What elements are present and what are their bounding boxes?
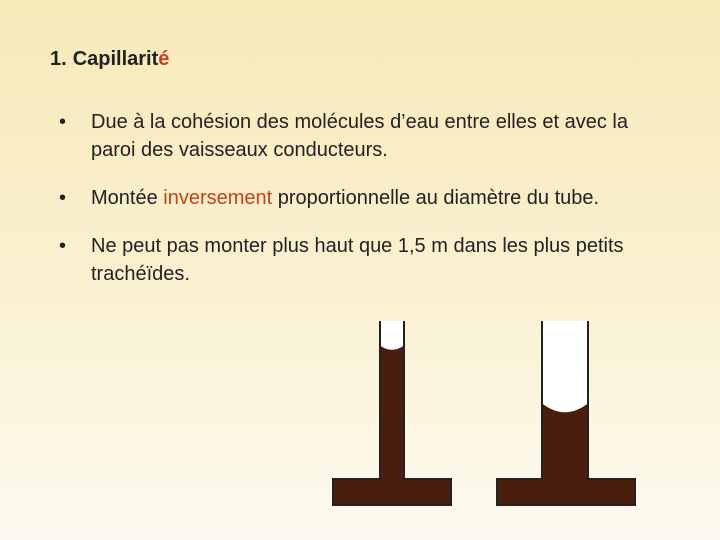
bullet-item-diameter (56, 184, 656, 212)
bullet-highlight: inversement (163, 187, 273, 209)
bullet-dot: • (59, 187, 67, 209)
narrow-tube-reservoir (333, 479, 451, 505)
bullet-text: Ne peut pas monter plus haut que 1,5 m dans les plus petits trachéïdes. (91, 235, 624, 285)
bullet-text: Due à la cohésion des molécules d’eau entre elles et avec la paroi des vaisseaux conducteurs. (91, 111, 628, 161)
wide-tube (497, 321, 635, 505)
bullet-dot: • (59, 111, 67, 133)
bullet-text-after: proportionnelle au diamètre du tube. (272, 187, 600, 209)
title-accent: é (158, 48, 170, 70)
title-number: 1. (50, 48, 67, 70)
narrow-tube (333, 321, 451, 505)
wide-tube-reservoir (497, 479, 635, 505)
slide-title (50, 48, 169, 71)
title-text: Capillarit (72, 48, 159, 70)
bullet-item-cohesion (56, 108, 656, 164)
narrow-tube-liquid (379, 345, 405, 481)
wide-tube-liquid (541, 403, 589, 481)
bullet-item-height-limit (56, 232, 656, 288)
bullet-text-before: Montée (91, 187, 164, 209)
bullet-dot: • (59, 235, 67, 257)
capillarity-diagram (325, 315, 645, 515)
bullet-list (56, 108, 656, 308)
